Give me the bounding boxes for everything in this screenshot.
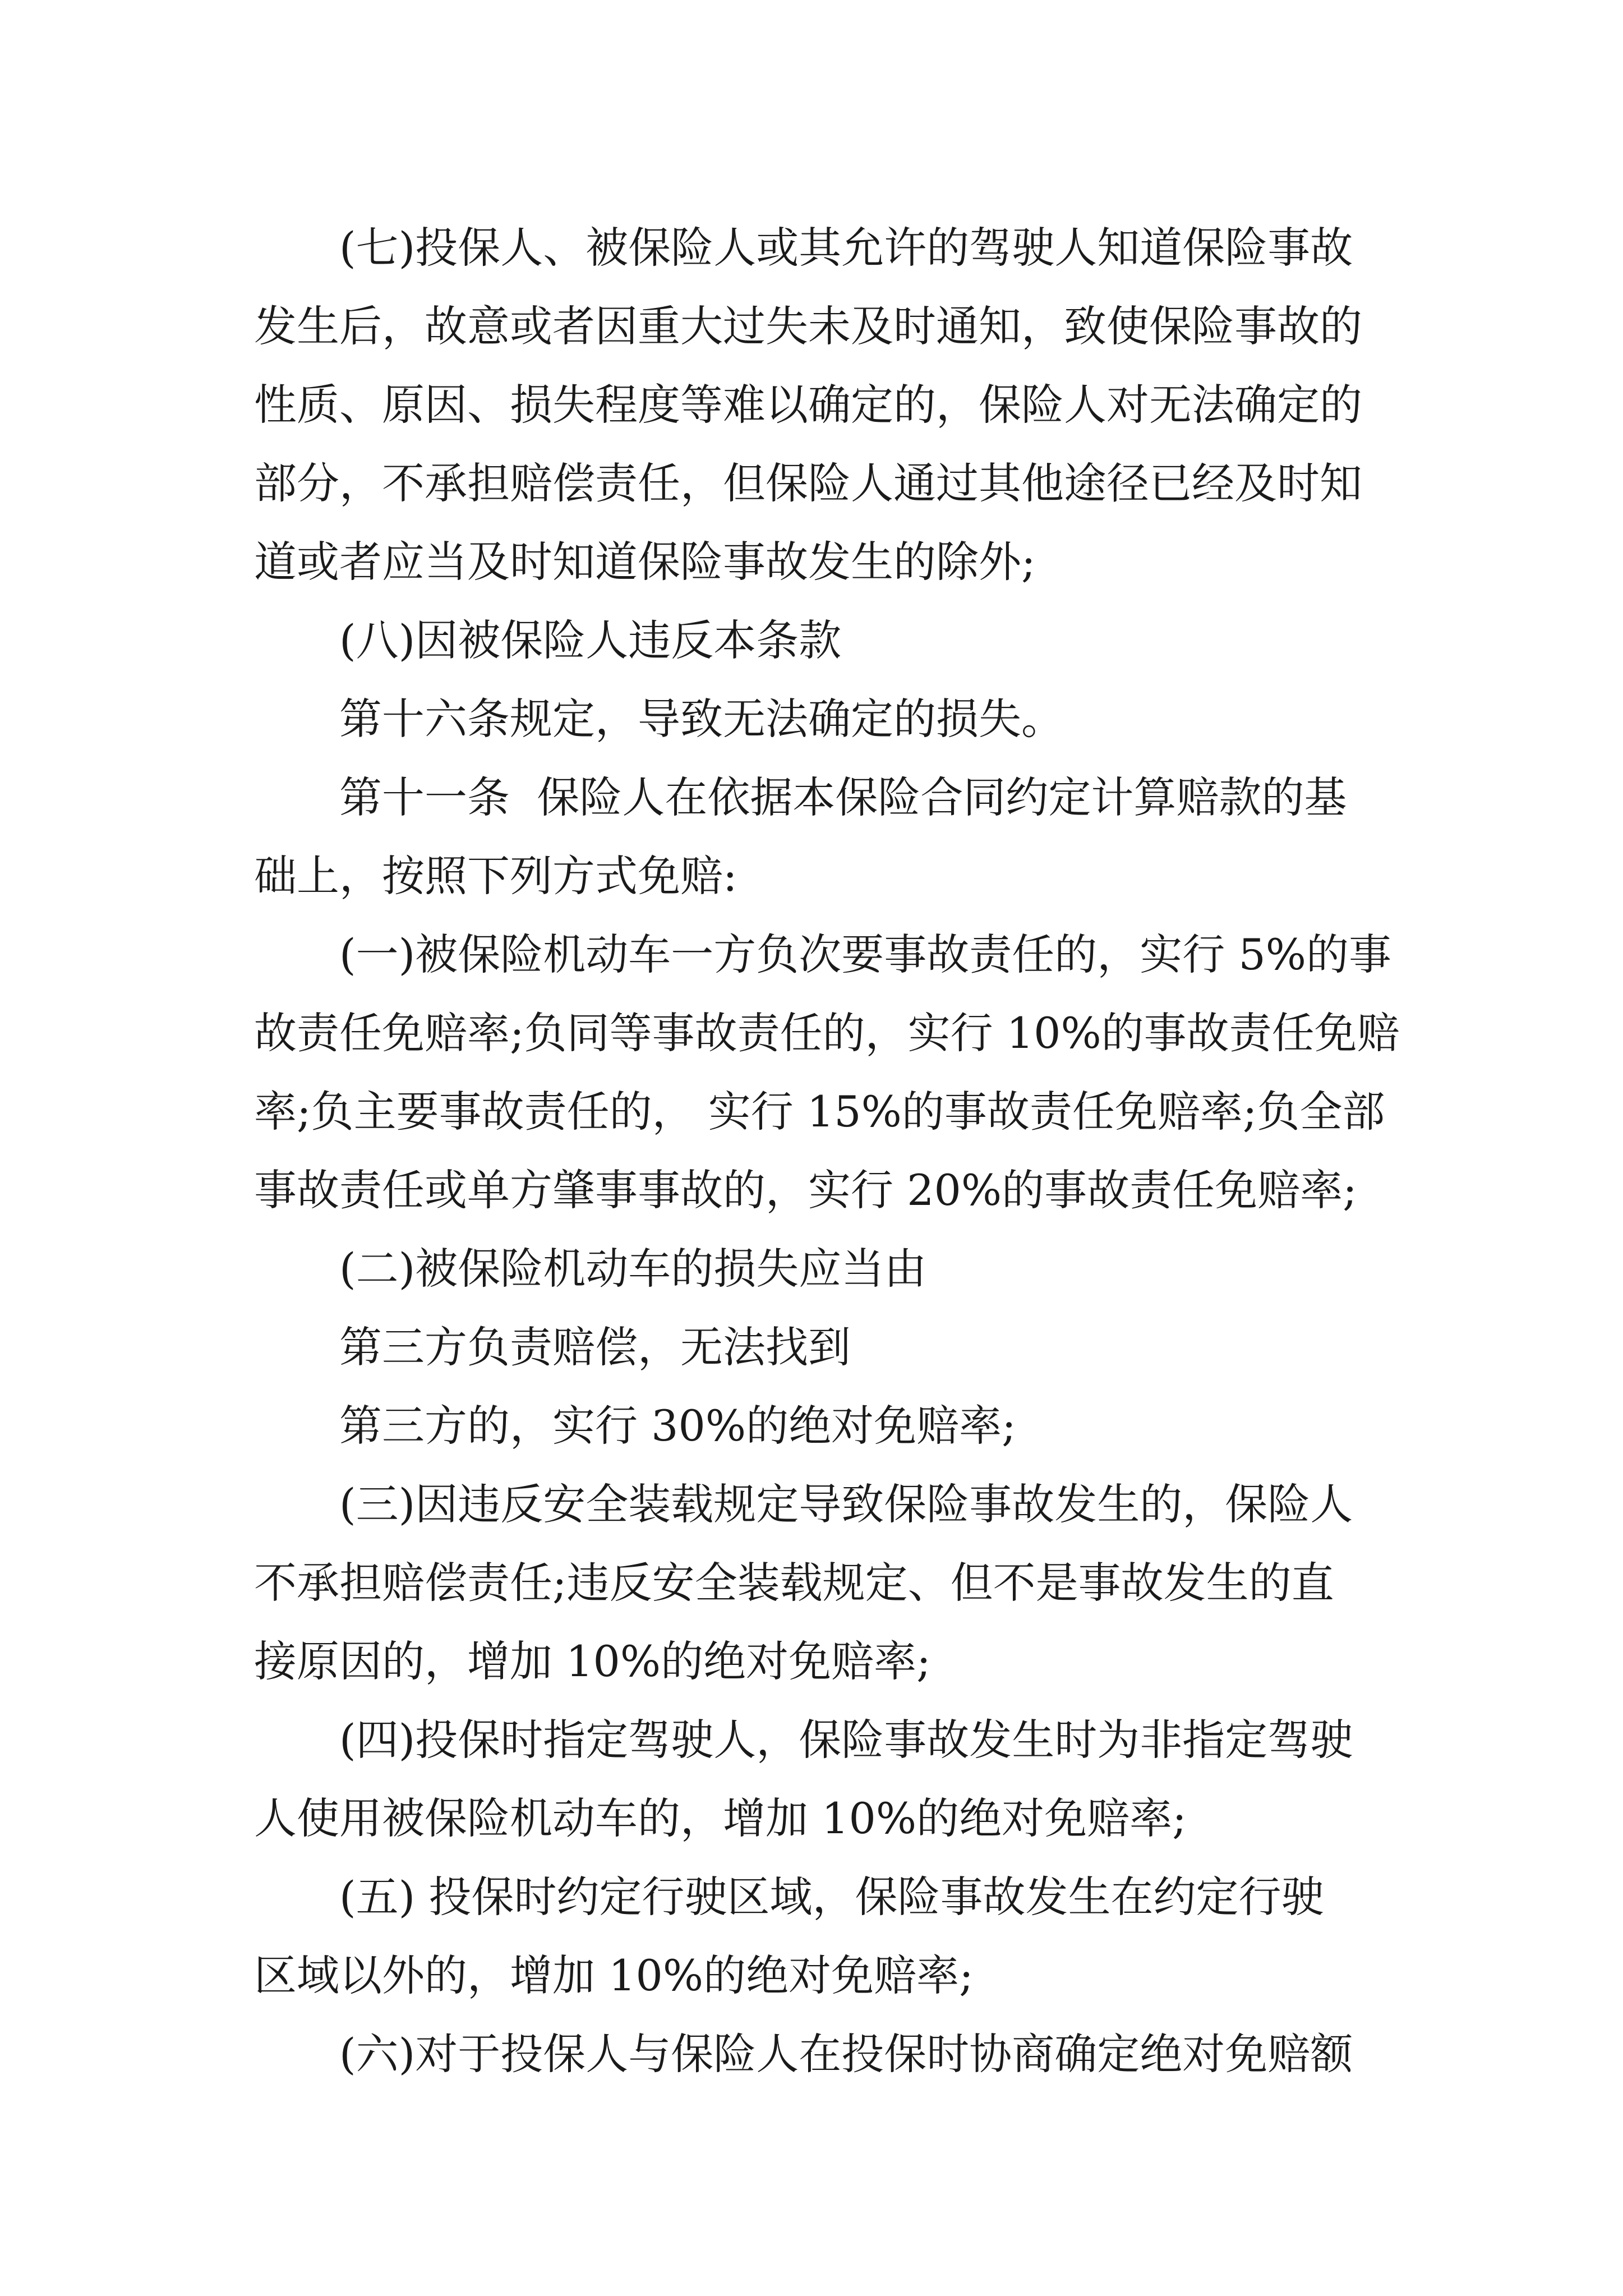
text-line-2: 发生后，故意或者因重大过失未及时通知，致使保险事故的: [254, 301, 1362, 351]
text-line-17: (三)因违反安全装载规定导致保险事故发生的，保险人: [339, 1479, 1353, 1529]
text-line-20: (四)投保时指定驾驶人，保险事故发生时为非指定驾驶: [339, 1715, 1353, 1765]
text-line-23: 区域以外的，增加 10%的绝对免赔率;: [254, 1950, 974, 2000]
text-line-18: 不承担赔偿责任;违反安全装载规定、但不是事故发生的直: [254, 1558, 1334, 1608]
text-line-24: (六)对于投保人与保险人在投保时协商确定绝对免赔额: [339, 2029, 1353, 2079]
text-line-13: 事故责任或单方肇事事故的，实行 20%的事故责任免赔率;: [254, 1165, 1357, 1215]
text-line-9: 础上，按照下列方式免赔:: [254, 851, 737, 901]
text-line-6: (八)因被保险人违反本条款: [339, 615, 842, 665]
text-line-4: 部分，不承担赔偿责任，但保险人通过其他途径已经及时知: [254, 458, 1362, 508]
text-line-11: 故责任免赔率;负同等事故责任的，实行 10%的事故责任免赔: [254, 1008, 1400, 1058]
text-line-14: (二)被保险机动车的损失应当由: [339, 1244, 927, 1294]
text-line-21: 人使用被保险机动车的，增加 10%的绝对免赔率;: [254, 1793, 1187, 1843]
text-line-10: (一)被保险机动车一方负次要事故责任的，实行 5%的事: [339, 930, 1392, 979]
text-line-16: 第三方的，实行 30%的绝对免赔率;: [339, 1401, 1016, 1451]
text-line-3: 性质、原因、损失程度等难以确定的，保险人对无法确定的: [254, 380, 1362, 430]
text-line-1: (七)投保人、被保险人或其允许的驾驶人知道保险事故: [339, 223, 1353, 273]
text-line-19: 接原因的，增加 10%的绝对免赔率;: [254, 1636, 931, 1686]
text-line-5: 道或者应当及时知道保险事故发生的除外;: [254, 537, 1036, 587]
text-line-8: 第十一条 保险人在依据本保险合同约定计算赔款的基: [339, 772, 1347, 822]
text-line-12: 率;负主要事故责任的， 实行 15%的事故责任免赔率;负全部: [254, 1087, 1385, 1137]
text-line-7: 第十六条规定，导致无法确定的损失。: [339, 694, 1064, 744]
text-line-22: (五) 投保时约定行驶区域，保险事故发生在约定行驶: [339, 1872, 1324, 1922]
text-line-15: 第三方负责赔偿，无法找到: [339, 1322, 851, 1372]
